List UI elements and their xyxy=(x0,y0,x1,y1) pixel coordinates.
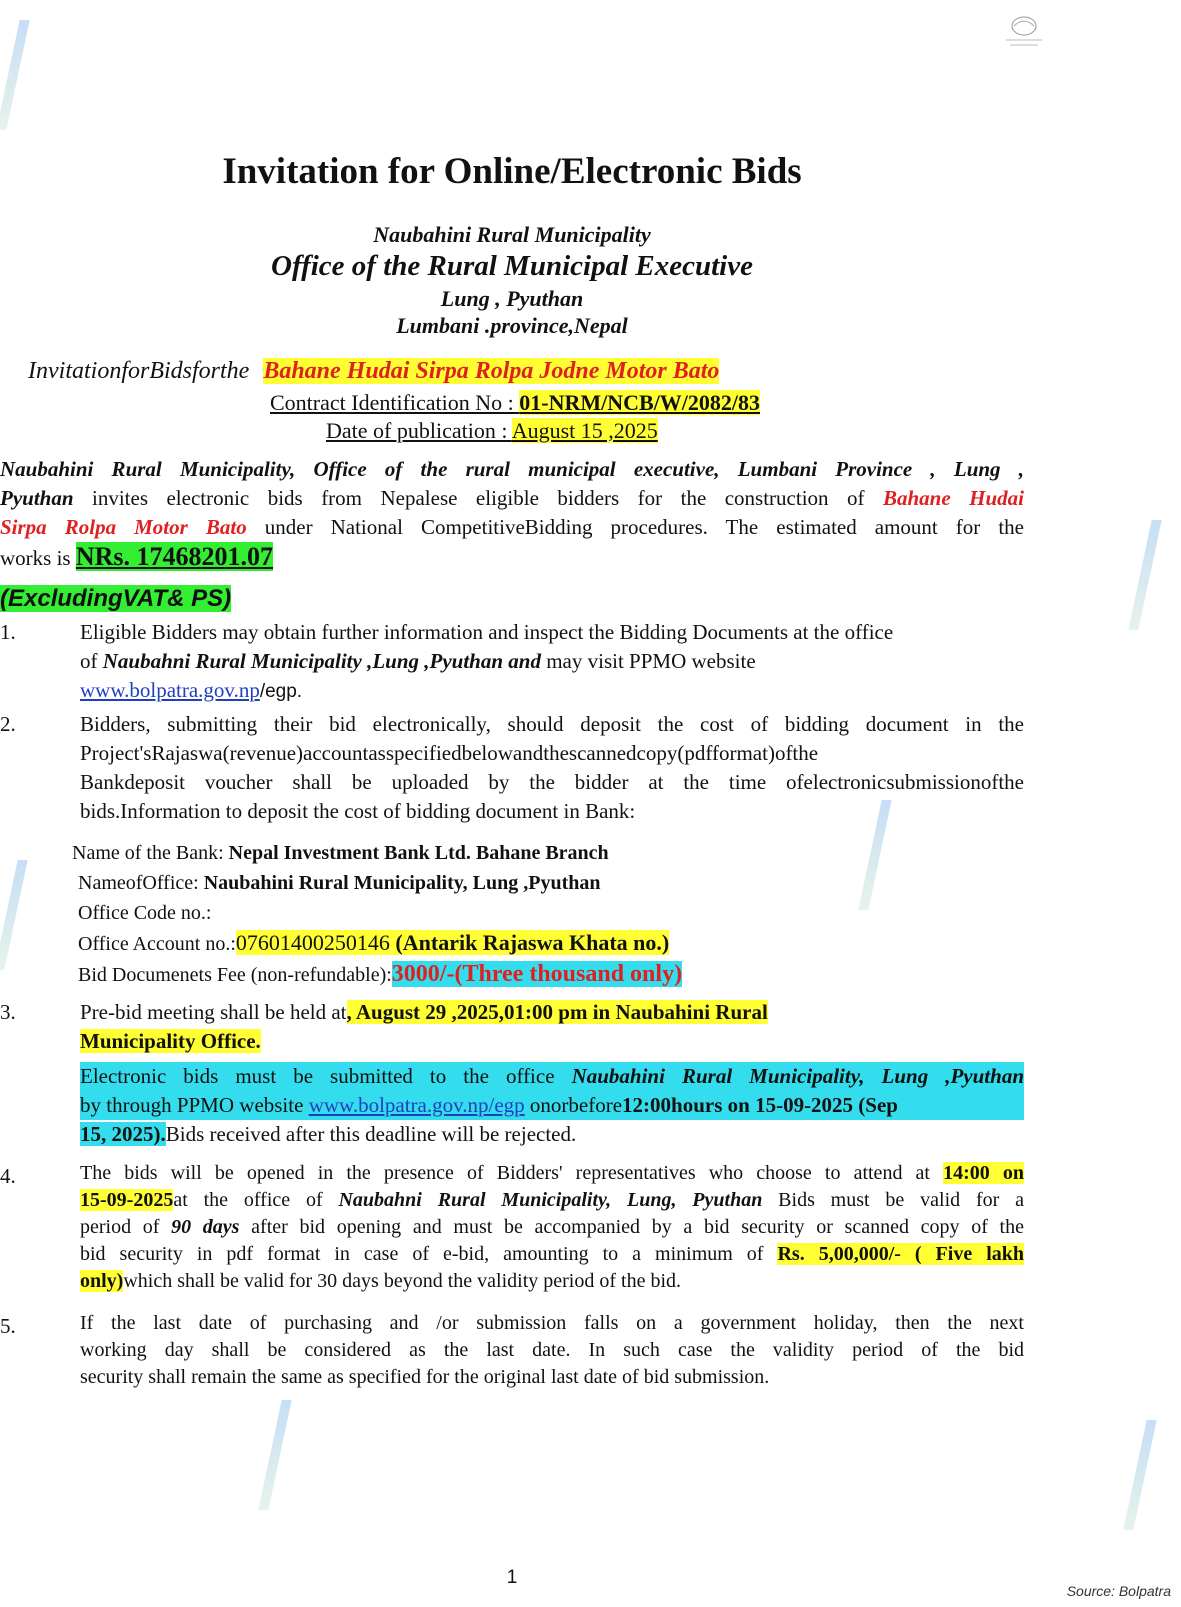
header-province: Lumbani .province,Nepal xyxy=(396,313,628,338)
item-number: 3. xyxy=(0,1000,16,1024)
office-code-label: Office Code no.: xyxy=(78,902,212,924)
bid-security-amount-2: only) xyxy=(80,1270,124,1292)
excluding-note xyxy=(0,585,231,613)
publication-date: August 15 ,2025 xyxy=(511,418,658,443)
item-2-line-2: Project'sRajaswa(revenue)accountasspecifiedbelowandthescannedcopy(pdfformat)ofthe xyxy=(80,741,819,765)
invitation-prefix: InvitationforBidsforthe xyxy=(28,358,250,384)
item-3 xyxy=(80,998,768,1056)
fee-label: Bid Documenets Fee (non-refundable): xyxy=(78,964,392,986)
bank-info xyxy=(72,838,682,990)
intro-bold: Naubahini Rural Municipality, Office of the rural municipal executive, Lumbani Province , Lung , xyxy=(0,457,1024,481)
office-name-label: NameofOffice: xyxy=(78,872,204,894)
prebid-date: , August 29 ,2025,01:00 pm in Naubahini Rural xyxy=(346,1000,768,1024)
link-suffix: /egp. xyxy=(259,681,303,702)
submission-deadline-2: 15, 2025). xyxy=(80,1122,166,1146)
item-4-line-3b: after bid opening and must be accompanied by a bid security or scanned copy of the xyxy=(239,1216,1024,1238)
intro-bold-2: Pyuthan xyxy=(0,486,74,510)
submission-line-2-pre: by through PPMO website xyxy=(80,1093,309,1117)
prebid-location: Municipality Office. xyxy=(80,1029,261,1053)
publication-line xyxy=(326,418,658,444)
submission-deadline: 12:00hours on 15-09-2025 (Sep xyxy=(622,1093,898,1117)
egp-link[interactable]: www.bolpatra.gov.np/egp xyxy=(308,1093,525,1117)
bank-name: Nepal Investment Bank Ltd. Bahane Branch xyxy=(228,842,609,864)
item-number: 5. xyxy=(0,1314,16,1338)
account-note: (Antarik Rajaswa Khata no.) xyxy=(389,930,670,955)
validity-days: 90 days xyxy=(171,1216,240,1238)
item-5-line-3: security shall remain the same as specified for the original last date of bid submission. xyxy=(80,1366,770,1388)
bank-name-label: Name of the Bank: xyxy=(72,842,229,864)
item-4-line-5: which shall be valid for 30 days beyond the validity period of the bid. xyxy=(123,1270,681,1292)
office-name: Naubahini Rural Municipality, Lung ,Pyuthan xyxy=(203,872,601,894)
account-label: Office Account no.: xyxy=(78,933,236,955)
opening-time: 14:00 on xyxy=(943,1162,1024,1184)
bolpatra-link[interactable]: www.bolpatra.gov.np xyxy=(80,678,260,702)
item-1-line-1: Eligible Bidders may obtain further information and inspect the Bidding Documents at the office xyxy=(80,620,894,644)
date-label: Date of publication : xyxy=(326,418,512,443)
intro-project-1: Bahane Hudai xyxy=(882,486,1024,510)
contract-line xyxy=(270,390,760,416)
item-4-pre: The bids will be opened in the presence of Bidders' representatives who choose to attend at xyxy=(80,1162,944,1184)
estimated-amount: NRs. 17468201.07 xyxy=(75,542,274,571)
source-label: Source: Bolpatra xyxy=(1066,1583,1171,1599)
watermark-strip xyxy=(258,1400,291,1510)
page-title: Invitation for Online/Electronic Bids xyxy=(222,151,802,192)
item-1-pre: of xyxy=(80,649,103,673)
item-number: 4. xyxy=(0,1164,16,1188)
intro-paragraph xyxy=(0,455,1024,573)
excluding-vat: (ExcludingVAT& PS) xyxy=(0,585,232,612)
item-2 xyxy=(80,710,1024,826)
intro-project-2: Sirpa Rolpa Motor Bato xyxy=(0,515,247,539)
contract-label: Contract Identification No : xyxy=(270,390,520,415)
submission-line-2-post: onorbefore xyxy=(524,1093,623,1117)
item-5 xyxy=(80,1310,1024,1391)
project-name: Bahane Hudai Sirpa Rolpa Jodne Motor Bato xyxy=(263,358,720,384)
item-4-line-2a: at the office of xyxy=(173,1189,339,1211)
account-number: 07601400250146 xyxy=(235,930,390,955)
invitation-line xyxy=(28,358,719,385)
item-3-pre: Pre-bid meeting shall be held at xyxy=(80,1000,347,1024)
item-4-line-4a: bid security in pdf format in case of e-bid, amounting to a minimum of xyxy=(80,1243,778,1265)
item-4 xyxy=(80,1160,1024,1295)
watermark-strip xyxy=(1123,1420,1156,1530)
item-4-line-3a: period of xyxy=(80,1216,172,1238)
submission-pre: Electronic bids must be submitted to the office xyxy=(80,1064,572,1088)
item-number: 1. xyxy=(0,620,16,644)
page-number: 1 xyxy=(506,1567,518,1588)
intro-text-3: works is xyxy=(0,546,76,570)
item-1-post: may visit PPMO website xyxy=(540,649,756,673)
item-5-line-2: working day shall be considered as the last date. In such case the validity period of the bid xyxy=(80,1339,1024,1361)
item-4-line-2b: Bids must be valid for a xyxy=(762,1189,1025,1211)
fee-value: 3000/-(Three thousand only) xyxy=(391,961,683,987)
intro-text-1: invites electronic bids from Nepalese eligible bidders for the construction of xyxy=(73,486,883,510)
submission-paragraph xyxy=(80,1062,1024,1149)
office-seal-icon xyxy=(1000,14,1048,52)
item-number: 2. xyxy=(0,712,16,736)
watermark-strip xyxy=(0,20,30,130)
header-office: Office of the Rural Municipal Executive xyxy=(271,250,753,282)
header-municipality: Naubahini Rural Municipality xyxy=(373,222,651,247)
watermark-strip xyxy=(0,860,28,970)
item-1-office: Naubahni Rural Municipality ,Lung ,Pyuthan and xyxy=(102,649,541,673)
item-2-line-1: Bidders, submitting their bid electronically, should deposit the cost of bidding document in the xyxy=(80,712,1024,736)
item-4-office: Naubahni Rural Municipality, Lung, Pyuthan xyxy=(338,1189,763,1211)
submission-office: Naubahini Rural Municipality, Lung ,Pyuthan xyxy=(571,1064,1024,1088)
opening-date: 15-09-2025 xyxy=(80,1189,174,1211)
contract-number: 01-NRM/NCB/W/2082/83 xyxy=(519,390,761,415)
watermark-strip xyxy=(1128,520,1161,630)
bid-security-amount: Rs. 5,00,000/- ( Five lakh xyxy=(777,1243,1025,1265)
item-1 xyxy=(80,618,893,706)
submission-line-3-post: Bids received after this deadline will be rejected. xyxy=(165,1122,577,1146)
header-location: Lung , Pyuthan xyxy=(440,286,584,311)
item-2-line-3: Bankdeposit voucher shall be uploaded by the bidder at the time ofelectronicsubmissionofthe xyxy=(80,770,1024,794)
item-5-line-1: If the last date of purchasing and /or submission falls on a government holiday, then the next xyxy=(80,1312,1024,1334)
item-2-line-4: bids.Information to deposit the cost of bidding document in Bank: xyxy=(80,799,636,823)
intro-text-2: under National CompetitiveBidding procedures. The estimated amount for the xyxy=(246,515,1024,539)
